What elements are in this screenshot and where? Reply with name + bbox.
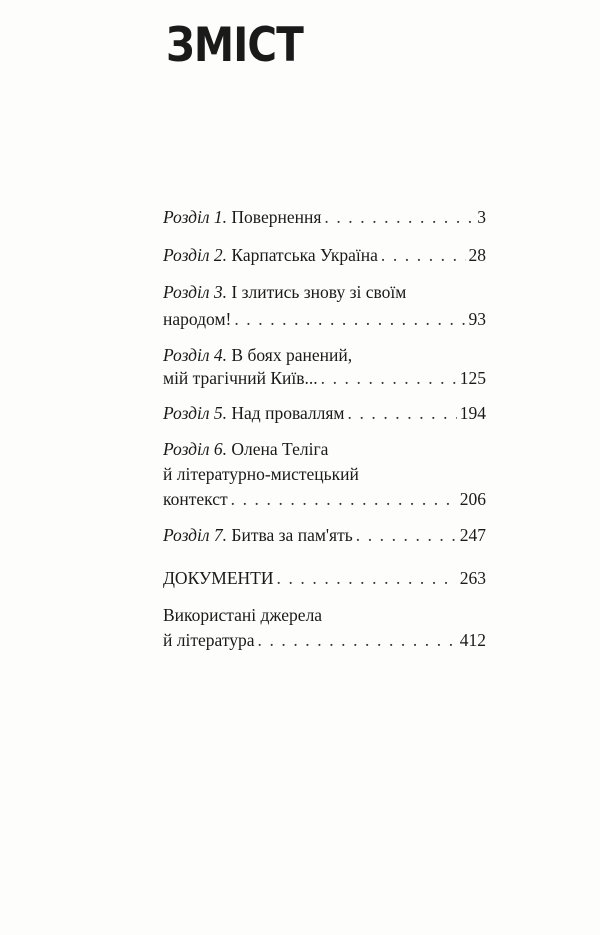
toc-entry-sources[interactable] xyxy=(163,604,486,652)
dot-leader xyxy=(381,244,466,267)
entry-title-continued: й література xyxy=(163,630,255,650)
page-number: 263 xyxy=(459,568,486,588)
page-number: 3 xyxy=(477,207,486,227)
chapter-number: 3. xyxy=(213,282,228,302)
entry-title-continued: й літературно-мистецький xyxy=(163,464,359,484)
chapter-word: Розділ xyxy=(163,525,210,545)
toc-entry-chapter-1[interactable] xyxy=(163,206,486,229)
entry-title-continued: контекст xyxy=(163,489,228,509)
page-number: 93 xyxy=(468,309,486,329)
page-title: ЗМІСТ xyxy=(166,18,303,73)
page-number: 125 xyxy=(459,368,486,388)
entry-title: Використані джерела xyxy=(163,605,323,625)
chapter-word: Розділ xyxy=(163,403,210,423)
page-number: 412 xyxy=(459,630,486,650)
chapter-word: Розділ xyxy=(163,345,210,365)
chapter-word: Розділ xyxy=(163,439,210,459)
dot-leader xyxy=(321,367,457,390)
entry-title: Повернення xyxy=(231,207,322,227)
chapter-word: Розділ xyxy=(163,282,210,302)
page-number: 206 xyxy=(459,489,486,509)
chapter-word: Розділ xyxy=(163,207,210,227)
entry-title-continued: народом! xyxy=(163,309,232,329)
toc-entry-chapter-4[interactable] xyxy=(163,344,486,390)
toc-entry-documents[interactable] xyxy=(163,567,486,590)
chapter-number: 1. xyxy=(213,207,228,227)
dot-leader xyxy=(258,629,457,652)
toc-entry-chapter-6[interactable] xyxy=(163,438,486,511)
entry-title: ДОКУМЕНТИ xyxy=(163,568,274,588)
entry-title: Олена Теліга xyxy=(231,439,329,459)
entry-title: І злитись знову зі своїм xyxy=(231,282,407,302)
chapter-number: 2. xyxy=(213,245,228,265)
entry-title: Битва за пам'ять xyxy=(231,525,353,545)
entry-title: В боях ранений, xyxy=(231,345,353,365)
chapter-number: 6. xyxy=(213,439,228,459)
dot-leader xyxy=(324,206,474,229)
entry-title-continued: мій трагічний Київ... xyxy=(163,368,318,388)
chapter-number: 7. xyxy=(213,525,228,545)
chapter-number: 4. xyxy=(213,345,228,365)
page-number: 194 xyxy=(459,403,486,423)
toc-entry-chapter-7[interactable] xyxy=(163,524,486,547)
chapter-word: Розділ xyxy=(163,245,210,265)
chapter-number: 5. xyxy=(213,403,228,423)
page-number: 247 xyxy=(459,525,486,545)
dot-leader xyxy=(356,524,457,547)
toc-entry-chapter-3[interactable] xyxy=(163,281,486,331)
dot-leader xyxy=(234,308,465,331)
dot-leader xyxy=(348,402,457,425)
entry-title: Карпатська Україна xyxy=(231,245,378,265)
toc-entry-chapter-2[interactable] xyxy=(163,244,486,267)
dot-leader xyxy=(231,488,457,511)
entry-title: Над проваллям xyxy=(231,403,345,423)
dot-leader xyxy=(277,567,457,590)
toc-entry-chapter-5[interactable] xyxy=(163,402,486,425)
page-number: 28 xyxy=(468,245,486,265)
